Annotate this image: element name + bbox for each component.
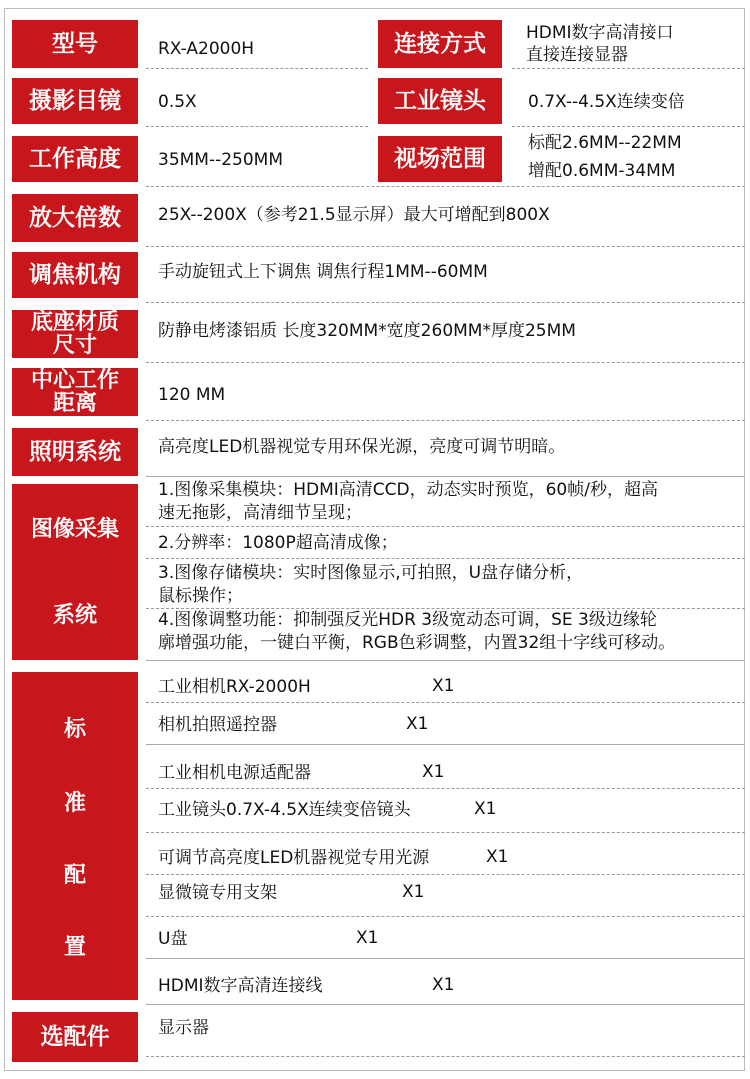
image-system-line: 速无拖影，高清细节呈现； — [158, 503, 362, 523]
divider — [512, 68, 745, 69]
value-center-distance: 120 MM — [158, 385, 226, 405]
divider — [146, 246, 745, 247]
config-item-qty: X1 — [402, 882, 425, 902]
config-item-name: 可调节高亮度LED机器视觉专用光源 — [158, 848, 430, 868]
value-connection-line-1: HDMI数字高清接口 — [526, 23, 674, 43]
config-item-qty: X1 — [474, 799, 497, 819]
value-eyepiece: 0.5X — [158, 92, 197, 112]
divider — [146, 958, 745, 959]
label-standard-config-char: 标 — [63, 717, 86, 742]
image-system-line: 1.图像采集模块：HDMI高清CCD，动态实时预览，60帧/秒，超高 — [158, 480, 658, 500]
config-item-qty: X1 — [432, 676, 455, 696]
divider — [146, 420, 745, 421]
label-standard-config-char: 置 — [63, 935, 86, 960]
divider — [146, 558, 745, 559]
divider — [146, 832, 745, 833]
image-system-line: 4.图像调整功能：抑制强反光HDR 3级宽动态可调，SE 3级边缘轮 — [158, 610, 657, 630]
label-image-system-line-2: 系统 — [52, 603, 97, 628]
label-lens: 工业镜头 — [378, 78, 502, 124]
config-item-qty: X1 — [486, 847, 509, 867]
divider — [146, 1004, 745, 1005]
image-system-line: 鼠标操作； — [158, 586, 243, 606]
label-connection: 连接方式 — [378, 20, 502, 68]
label-eyepiece: 摄影目镜 — [12, 78, 138, 124]
divider — [146, 126, 368, 127]
divider — [146, 476, 745, 477]
label-base-material-line-2: 尺寸 — [52, 333, 97, 358]
label-working-height: 工作高度 — [12, 136, 138, 182]
divider — [146, 660, 745, 661]
config-item-name: 工业镜头0.7X-4.5X连续变倍镜头 — [158, 800, 411, 820]
label-field-of-view: 视场范围 — [378, 136, 502, 182]
config-item-name: 工业相机电源适配器 — [158, 763, 311, 783]
label-magnification: 放大倍数 — [12, 194, 138, 242]
image-system-line: 2.分辨率：1080P超高清成像； — [158, 533, 398, 553]
divider — [146, 916, 745, 917]
label-center-distance-line-1: 中心工作 — [30, 367, 119, 393]
config-item-qty: X1 — [356, 928, 379, 948]
config-item-name: U盘 — [158, 929, 188, 949]
divider — [146, 186, 745, 187]
value-field-of-view-line-1: 标配2.6MM--22MM — [528, 133, 682, 153]
config-item-qty: X1 — [432, 975, 455, 995]
config-item-qty: X1 — [422, 762, 445, 782]
divider — [146, 1056, 745, 1057]
config-item-name: 工业相机RX-2000H — [158, 677, 311, 697]
value-lens: 0.7X--4.5X连续变倍 — [528, 92, 685, 112]
divider — [146, 68, 368, 69]
label-focus-mechanism: 调焦机构 — [12, 252, 138, 298]
value-optional: 显示器 — [158, 1018, 209, 1038]
label-image-system — [12, 484, 138, 660]
divider — [146, 744, 745, 745]
value-field-of-view-line-2: 增配0.6MM-34MM — [528, 161, 676, 181]
value-focus-mechanism: 手动旋钮式上下调焦 调焦行程1MM--60MM — [158, 262, 488, 282]
label-center-distance-line-2: 距离 — [52, 391, 97, 416]
value-lighting: 高亮度LED机器视觉专用环保光源，亮度可调节明暗。 — [158, 437, 566, 457]
value-base-material: 防静电烤漆铝质 长度320MM*宽度260MM*厚度25MM — [158, 321, 576, 341]
label-model: 型号 — [12, 20, 138, 68]
divider — [146, 874, 745, 875]
config-item-name: 相机拍照遥控器 — [158, 715, 277, 735]
label-image-system-line-1: 图像采集 — [30, 517, 119, 542]
label-base-material — [12, 310, 138, 358]
divider — [146, 788, 745, 789]
label-standard-config-char: 准 — [63, 791, 86, 816]
value-magnification: 25X--200X（参考21.5显示屏）最大可增配到800X — [158, 205, 550, 225]
label-lighting: 照明系统 — [12, 428, 138, 476]
config-item-name: 显微镜专用支架 — [158, 883, 277, 903]
label-optional: 选配件 — [12, 1012, 138, 1062]
divider — [146, 702, 745, 703]
label-base-material-line-1: 底座材质 — [30, 309, 119, 335]
config-item-qty: X1 — [406, 714, 429, 734]
value-working-height: 35MM--250MM — [158, 150, 284, 170]
value-model: RX-A2000H — [158, 39, 255, 59]
label-standard-config-char: 配 — [63, 863, 86, 888]
value-connection-line-2: 直接连接显器 — [526, 45, 628, 65]
divider — [146, 302, 745, 303]
divider — [146, 362, 745, 363]
divider — [512, 126, 745, 127]
image-system-line: 廓增强功能，一键白平衡，RGB色彩调整，内置32组十字线可移动。 — [158, 633, 676, 653]
label-center-distance — [12, 368, 138, 416]
config-item-name: HDMI数字高清连接线 — [158, 976, 323, 996]
divider — [146, 526, 745, 527]
image-system-line: 3.图像存储模块：实时图像显示,可拍照，U盘存储分析， — [158, 563, 584, 583]
